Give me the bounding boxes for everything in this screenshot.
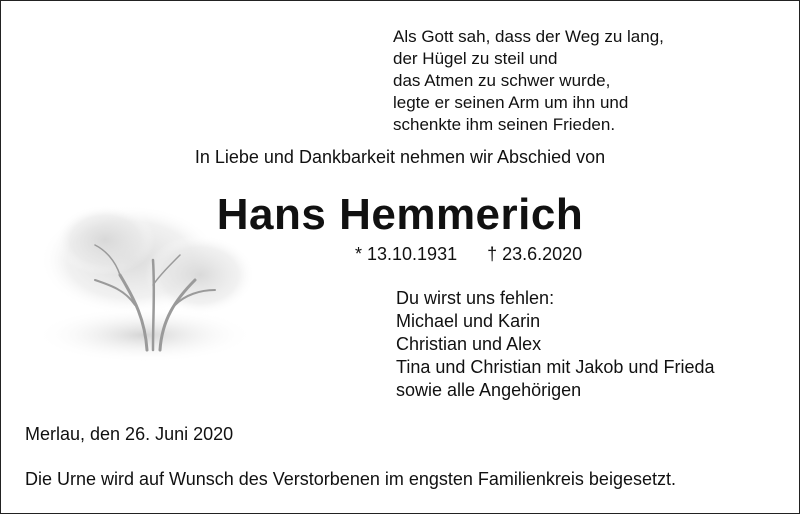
life-dates — [355, 244, 582, 265]
poem-line: das Atmen zu schwer wurde, — [393, 71, 611, 90]
poem-line: legte er seinen Arm um ihn und — [393, 93, 629, 112]
place-date: Merlau, den 26. Juni 2020 — [25, 424, 234, 444]
family-line: sowie alle Angehörigen — [396, 380, 582, 400]
trees-illustration-icon — [35, 190, 265, 370]
intro-text: In Liebe und Dankbarkeit nehmen wir Abschied von — [194, 147, 606, 167]
poem-line: schenkte ihm seinen Frieden. — [393, 115, 616, 134]
poem-line: Als Gott sah, dass der Weg zu lang, — [393, 27, 664, 46]
family-line: Michael und Karin — [396, 311, 541, 331]
family-line: Christian und Alex — [396, 334, 542, 354]
death-date: † 23.6.2020 — [487, 244, 583, 264]
family-line: Tina und Christian mit Jakob und Frieda — [396, 357, 715, 377]
deceased-name: Hans Hemmerich — [216, 190, 584, 239]
poem — [393, 26, 664, 136]
birth-date: * 13.10.1931 — [355, 244, 458, 264]
family-line: Du wirst uns fehlen: — [396, 288, 555, 308]
burial-note: Die Urne wird auf Wunsch des Verstorbenen im engsten Familienkreis beigesetzt. — [25, 469, 676, 489]
family-list — [396, 287, 715, 402]
poem-line: der Hügel zu steil und — [393, 49, 558, 68]
